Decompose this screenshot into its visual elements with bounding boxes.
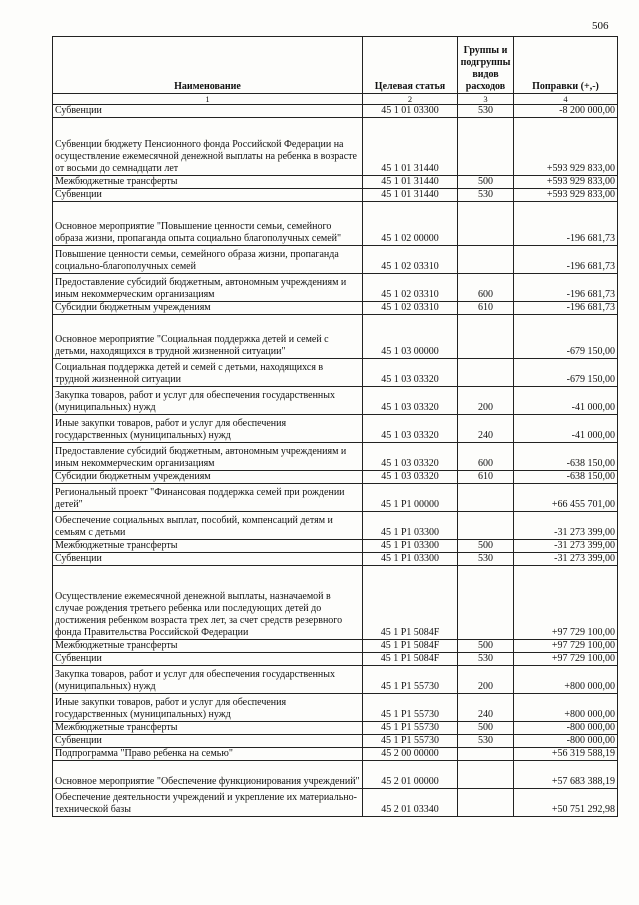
table-row <box>53 189 618 202</box>
row-name: Межбюджетные трансферты <box>53 722 363 735</box>
row-group <box>458 748 514 761</box>
row-code: 45 1 01 03300 <box>363 105 458 118</box>
row-group <box>458 359 514 387</box>
table-row <box>53 415 618 443</box>
row-group <box>458 484 514 512</box>
row-name: Иные закупки товаров, работ и услуг для обеспечения государственных (муниципальных) нужд <box>53 694 363 722</box>
row-group <box>458 789 514 817</box>
column-number: 3 <box>458 94 514 105</box>
row-code: 45 1 02 03310 <box>363 246 458 274</box>
row-amount: -41 000,00 <box>514 415 618 443</box>
row-name: Субсидии бюджетным учреждениям <box>53 302 363 315</box>
header-group: Группы и подгруппы видов расходов <box>458 37 514 94</box>
row-name: Предоставление субсидий бюджетным, автономным учреждениям и иным некоммерческим организациям <box>53 274 363 302</box>
row-amount: -638 150,00 <box>514 471 618 484</box>
row-name: Основное мероприятие "Повышение ценности семьи, семейного образа жизни, пропаганда опыта социально благополучных семей" <box>53 202 363 246</box>
row-name: Субсидии бюджетным учреждениям <box>53 471 363 484</box>
row-group: 500 <box>458 722 514 735</box>
row-name: Основное мероприятие "Социальная поддержка детей и семей с детьми, находящихся в трудной жизненной ситуации" <box>53 315 363 359</box>
row-code: 45 2 00 00000 <box>363 748 458 761</box>
row-code: 45 1 P1 5084F <box>363 566 458 640</box>
row-amount: -41 000,00 <box>514 387 618 415</box>
row-code: 45 1 01 31440 <box>363 189 458 202</box>
row-group <box>458 246 514 274</box>
row-amount: +593 929 833,00 <box>514 176 618 189</box>
row-group <box>458 761 514 789</box>
table-row <box>53 443 618 471</box>
row-group <box>458 315 514 359</box>
row-code: 45 1 01 31440 <box>363 176 458 189</box>
row-group: 500 <box>458 540 514 553</box>
table-row <box>53 553 618 566</box>
row-code: 45 1 P1 03300 <box>363 553 458 566</box>
row-amount: -31 273 399,00 <box>514 540 618 553</box>
header-name: Наименование <box>53 37 363 94</box>
row-name: Субвенции бюджету Пенсионного фонда Российской Федерации на осуществление ежемесячной денежной выплаты на ребенка в возрасте от восьми до семнадцати лет <box>53 118 363 176</box>
row-code: 45 1 02 00000 <box>363 202 458 246</box>
table-row <box>53 176 618 189</box>
header-amount: Поправки (+,-) <box>514 37 618 94</box>
row-amount: -800 000,00 <box>514 722 618 735</box>
column-number: 4 <box>514 94 618 105</box>
table-row <box>53 274 618 302</box>
row-group <box>458 512 514 540</box>
table-row <box>53 387 618 415</box>
row-group <box>458 202 514 246</box>
page-number: 506 <box>592 20 609 32</box>
row-name: Закупка товаров, работ и услуг для обеспечения государственных (муниципальных) нужд <box>53 666 363 694</box>
row-group <box>458 566 514 640</box>
row-group: 610 <box>458 302 514 315</box>
row-name: Предоставление субсидий бюджетным, автономным учреждениям и иным некоммерческим организациям <box>53 443 363 471</box>
row-group: 600 <box>458 443 514 471</box>
table-row <box>53 653 618 666</box>
row-group <box>458 118 514 176</box>
row-name: Субвенции <box>53 653 363 666</box>
row-code: 45 1 03 03320 <box>363 415 458 443</box>
row-code: 45 1 P1 03300 <box>363 512 458 540</box>
row-code: 45 1 P1 55730 <box>363 694 458 722</box>
row-name: Основное мероприятие "Обеспечение функционирования учреждений" <box>53 761 363 789</box>
row-group: 200 <box>458 387 514 415</box>
row-code: 45 1 01 31440 <box>363 118 458 176</box>
row-name: Социальная поддержка детей и семей с детьми, находящихся в трудной жизненной ситуации <box>53 359 363 387</box>
row-name: Межбюджетные трансферты <box>53 540 363 553</box>
table-row <box>53 722 618 735</box>
row-name: Обеспечение деятельности учреждений и укрепление их материально-технической базы <box>53 789 363 817</box>
row-code: 45 1 P1 55730 <box>363 666 458 694</box>
row-code: 45 1 02 03310 <box>363 302 458 315</box>
row-amount: -679 150,00 <box>514 315 618 359</box>
row-group: 530 <box>458 735 514 748</box>
row-group: 530 <box>458 105 514 118</box>
row-amount: +593 929 833,00 <box>514 189 618 202</box>
row-group: 500 <box>458 640 514 653</box>
row-group: 610 <box>458 471 514 484</box>
table-row <box>53 359 618 387</box>
row-group: 240 <box>458 415 514 443</box>
table-row <box>53 540 618 553</box>
table-row <box>53 484 618 512</box>
budget-amendments-table <box>52 36 618 817</box>
row-group: 200 <box>458 666 514 694</box>
table-row <box>53 566 618 640</box>
row-group: 600 <box>458 274 514 302</box>
column-number-row <box>53 94 618 105</box>
table-row <box>53 694 618 722</box>
row-code: 45 1 P1 55730 <box>363 722 458 735</box>
row-amount: -196 681,73 <box>514 302 618 315</box>
row-amount: -679 150,00 <box>514 359 618 387</box>
row-name: Обеспечение социальных выплат, пособий, компенсаций детям и семьям с детьми <box>53 512 363 540</box>
row-group: 240 <box>458 694 514 722</box>
row-code: 45 1 03 03320 <box>363 471 458 484</box>
column-number: 1 <box>53 94 363 105</box>
table-row <box>53 202 618 246</box>
row-code: 45 2 01 00000 <box>363 761 458 789</box>
table-header-row <box>53 37 618 94</box>
row-name: Субвенции <box>53 189 363 202</box>
row-code: 45 1 03 03320 <box>363 387 458 415</box>
table-row <box>53 471 618 484</box>
row-name: Межбюджетные трансферты <box>53 640 363 653</box>
row-code: 45 1 P1 5084F <box>363 640 458 653</box>
table-row <box>53 512 618 540</box>
table-row <box>53 105 618 118</box>
row-name: Закупка товаров, работ и услуг для обеспечения государственных (муниципальных) нужд <box>53 387 363 415</box>
table-row <box>53 789 618 817</box>
row-amount: +800 000,00 <box>514 666 618 694</box>
row-amount: +50 751 292,98 <box>514 789 618 817</box>
row-code: 45 1 P1 00000 <box>363 484 458 512</box>
row-group: 530 <box>458 653 514 666</box>
row-code: 45 1 P1 5084F <box>363 653 458 666</box>
row-name: Осуществление ежемесячной денежной выплаты, назначаемой в случае рождения третьего ребенка или последующих детей до достижения ребенком возраста трех лет, за счет средств резервного фонда Правительства Российской Федерации <box>53 566 363 640</box>
table-row <box>53 246 618 274</box>
header-code: Целевая статья <box>363 37 458 94</box>
row-amount: +97 729 100,00 <box>514 640 618 653</box>
row-name: Повышение ценности семьи, семейного образа жизни, пропаганда социально-благополучных семей <box>53 246 363 274</box>
row-code: 45 1 03 00000 <box>363 315 458 359</box>
row-amount: +66 455 701,00 <box>514 484 618 512</box>
table-row <box>53 761 618 789</box>
row-amount: -638 150,00 <box>514 443 618 471</box>
row-amount: -196 681,73 <box>514 246 618 274</box>
row-group: 500 <box>458 176 514 189</box>
row-amount: +97 729 100,00 <box>514 653 618 666</box>
row-name: Субвенции <box>53 105 363 118</box>
row-amount: +97 729 100,00 <box>514 566 618 640</box>
row-code: 45 1 02 03310 <box>363 274 458 302</box>
table-row <box>53 748 618 761</box>
table-row <box>53 666 618 694</box>
row-amount: -8 200 000,00 <box>514 105 618 118</box>
row-name: Межбюджетные трансферты <box>53 176 363 189</box>
row-amount: +593 929 833,00 <box>514 118 618 176</box>
table-row <box>53 640 618 653</box>
table-row <box>53 118 618 176</box>
row-code: 45 1 P1 03300 <box>363 540 458 553</box>
table-row <box>53 315 618 359</box>
row-code: 45 1 P1 55730 <box>363 735 458 748</box>
row-name: Региональный проект "Финансовая поддержка семей при рождении детей" <box>53 484 363 512</box>
row-code: 45 2 01 03340 <box>363 789 458 817</box>
row-amount: -196 681,73 <box>514 274 618 302</box>
row-group: 530 <box>458 189 514 202</box>
row-amount: -31 273 399,00 <box>514 553 618 566</box>
row-code: 45 1 03 03320 <box>363 443 458 471</box>
table-row <box>53 735 618 748</box>
row-amount: +800 000,00 <box>514 694 618 722</box>
row-amount: -31 273 399,00 <box>514 512 618 540</box>
row-code: 45 1 03 03320 <box>363 359 458 387</box>
row-amount: -196 681,73 <box>514 202 618 246</box>
row-amount: -800 000,00 <box>514 735 618 748</box>
row-group: 530 <box>458 553 514 566</box>
row-name: Субвенции <box>53 553 363 566</box>
row-amount: +56 319 588,19 <box>514 748 618 761</box>
row-name: Иные закупки товаров, работ и услуг для обеспечения государственных (муниципальных) нужд <box>53 415 363 443</box>
column-number: 2 <box>363 94 458 105</box>
row-name: Субвенции <box>53 735 363 748</box>
table-row <box>53 302 618 315</box>
row-amount: +57 683 388,19 <box>514 761 618 789</box>
row-name: Подпрограмма "Право ребенка на семью" <box>53 748 363 761</box>
